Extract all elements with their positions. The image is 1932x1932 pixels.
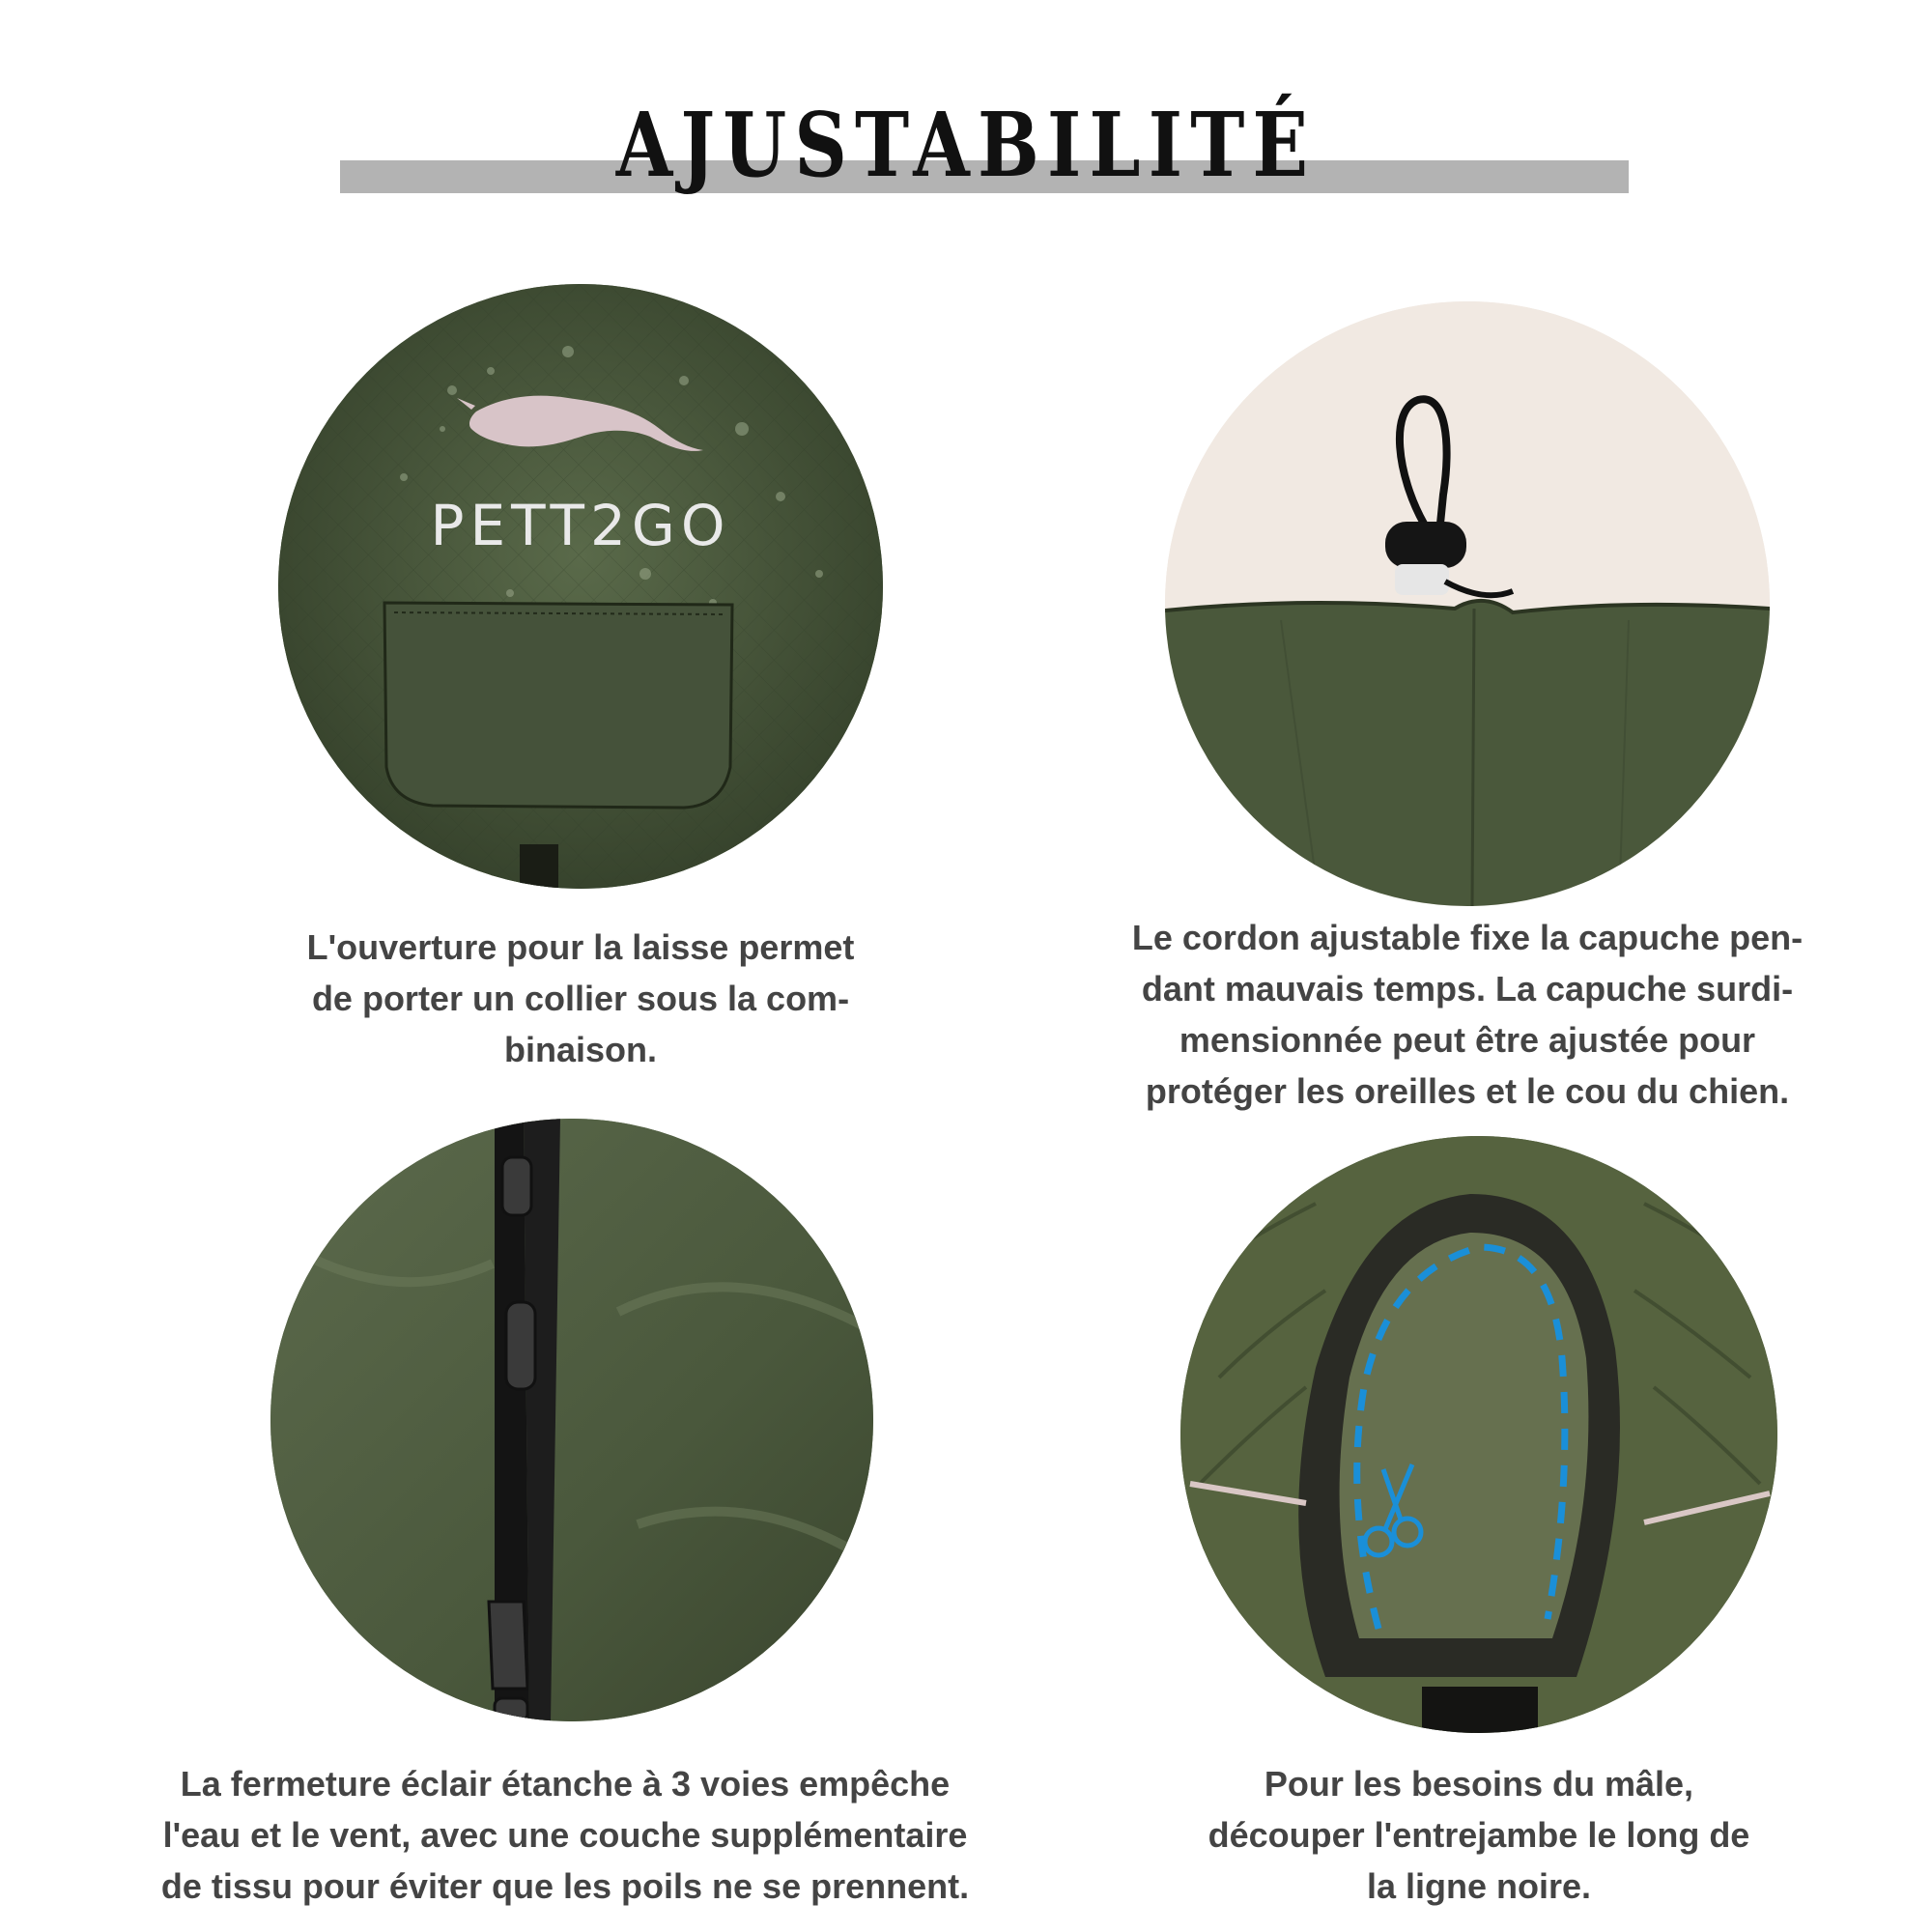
photo-leash-opening bbox=[278, 284, 883, 889]
brand-logo-text: PETT2GO bbox=[430, 493, 731, 558]
photo-hood-drawcord bbox=[1165, 301, 1770, 906]
zipper-illustration bbox=[270, 1119, 873, 1721]
leash-opening-illustration bbox=[278, 284, 883, 889]
photo-male-cut-line bbox=[1180, 1136, 1777, 1733]
caption-three-way-zipper: La fermeture éclair étanche à 3 voies empêche l'eau et le vent, avec une couche supplémentaire de tissu pour éviter que les poils ne se prennent. bbox=[160, 1764, 970, 1906]
caption-leash-opening: L'ouverture pour la laisse permet de porter un collier sous la com- binaison. bbox=[306, 927, 855, 1069]
cord-stopper-icon bbox=[1385, 522, 1466, 568]
caption-hood-drawcord: Le cordon ajustable fixe la capuche pen- dant mauvais temps. La capuche surdi- mensionnée peut être ajustée pour protéger les oreilles et le cou du chien. bbox=[1131, 918, 1804, 1111]
photo-three-way-zipper bbox=[270, 1119, 873, 1721]
cut-line-illustration bbox=[1180, 1136, 1777, 1733]
page-title: AJUSTABILITÉ bbox=[615, 93, 1317, 197]
caption-male-cut-line: Pour les besoins du mâle, découper l'entrejambe le long de la ligne noire. bbox=[1208, 1764, 1750, 1906]
drawcord-illustration bbox=[1165, 301, 1770, 906]
